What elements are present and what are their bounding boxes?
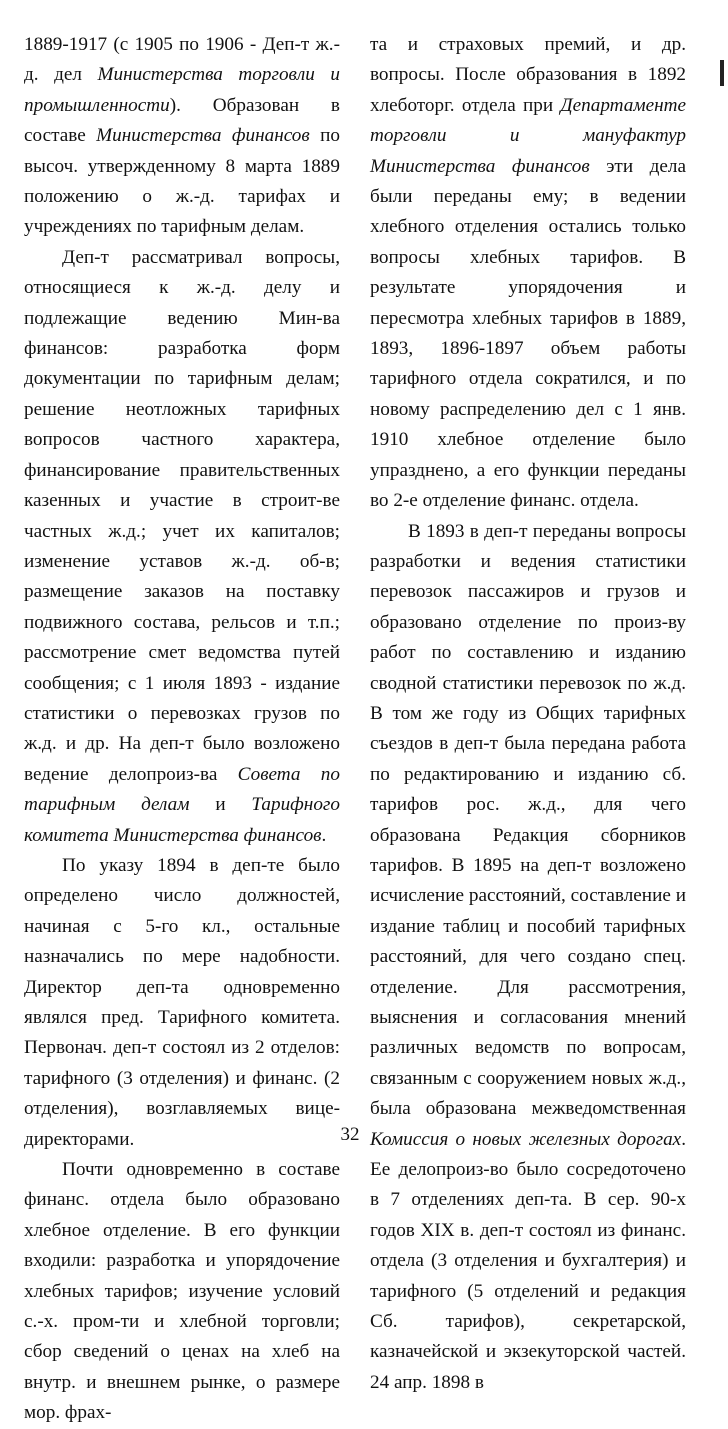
italic-ministry-of-trade: Министерства торговли и промышленности [24, 64, 340, 116]
paragraph-1893-statistics [370, 517, 686, 1399]
paragraph-1894-decree [24, 851, 340, 1155]
paragraph-department-history [24, 30, 340, 243]
text-run: ). Образован в составе [24, 94, 340, 147]
paragraph-grain-continued [370, 30, 686, 517]
text-run: Почти одновременно в составе финанс. отдела было образовано хлебное отделение. В его функции входили: разработка и упорядочение хлебных тарифов; изучение условий с.-х. пром-ти и хлебной торговли; сбор сведений о ценах на хлеб на внутр. и внешнем рынке, о размере мор. фрах- [24, 1159, 340, 1424]
text-run: та и страховых премий, и др. вопросы. После образования в 1892 хлеботорг. отдела при [370, 34, 686, 116]
text-run: . [321, 824, 327, 846]
text-run: По указу 1894 в деп-те было определено число должностей, начиная с 5-го кл., остальные назначались по мере надобности. Директор деп-та одновременно являлся пред. Тарифного комитета. Первонач. деп-т состоял из 2 отделов: тарифного (3 отделения) и финанс. (2 отделения), возглавляемых вице-директорами. [24, 854, 340, 1150]
italic-tariff-committee: Тарифного комитета Министерства финансов [24, 794, 340, 846]
text-run: Деп-т рассматривал вопросы, относящиеся к ж.-д. делу и подлежащие ведению Мин-ва финансов: разработка форм документации по тарифным делам; решение неотложных тарифных вопросов частного характера, финансирование правительственных казенных и участие в строит-ве частных ж.д.; учет их капиталов; изменение уставов ж.-д. об-в; размещение заказов на поставку подвижного состава, рельсов и т.п.; рассмотрение смет ведомства путей сообщения; с 1 июля 1893 - издание статистики о перевозках грузов по ж.д. и др. На деп-т было возложено ведение делопроиз-ва [24, 246, 340, 785]
italic-tariff-council: Совета по тарифным делам [24, 763, 340, 816]
page-number: 32 [340, 1124, 360, 1145]
paragraph-department-functions [24, 243, 340, 851]
text-run: . Ее делопроиз-во было сосредоточено в 7 отделениях деп-та. В сер. 90-х годов XIX в. деп-т состоял из финанс. отдела (3 отделения и бухгалтерия) и тарифного (5 отделений и редакция Сб. тарифов), секретарской, казначейской и экзекуторской частей. 24 апр. 1898 в [370, 1128, 686, 1393]
italic-trade-manufactures-department: Департаменте торговли и мануфактур Министерства финансов [370, 94, 686, 177]
paragraph-grain-department [24, 1155, 340, 1429]
scan-edge-mark [720, 60, 724, 86]
text-run: по высоч. утвержденному 8 марта 1889 положению о ж.-д. тарифах и учреждениях по тарифным делам. [24, 125, 340, 238]
text-run: 1889-1917 (с 1905 по 1906 - Деп-т ж.-д. дел [24, 34, 340, 86]
text-run: эти дела были переданы ему; в ведении хлебного отделения остались только вопросы хлебных тарифов. В результате упорядочения и пересмотра хлебных тарифов в 1889, 1893, 1896-1897 объем работы тарифного отдела сократился, и по новому распределению дел с 1 янв. 1910 хлебное отделение было упразднено, а его функции переданы во 2-е отделение финанс. отдела. [370, 155, 686, 512]
italic-railway-commission: Комиссия о новых железных дорогах [370, 1128, 682, 1150]
right-column [370, 30, 686, 1398]
text-run: и [189, 794, 252, 816]
left-column [24, 30, 340, 1429]
text-run: В 1893 в деп-т переданы вопросы разработки и ведения статистики перевозок пассажиров и грузов и образовано отделение по произ-ву работ по составлению и изданию сводной статистики перевозок по ж.д. В том же году из Общих тарифных съездов в деп-т была передана работа по редактированию и изданию сб. тарифов рос. ж.д., для чего образована Редакция сборников тарифов. В 1895 на деп-т возложено исчисление расстояний, составление и издание таблиц и пособий тарифных расстояний, для чего создано спец. отделение. Для рассмотрения, выяснения и согласования мнений различных ведомств по вопросам, связанным с сооружением новых ж.д., была образована межведомственная [370, 520, 686, 1120]
italic-ministry-of-finance: Министерства финансов [96, 125, 310, 147]
